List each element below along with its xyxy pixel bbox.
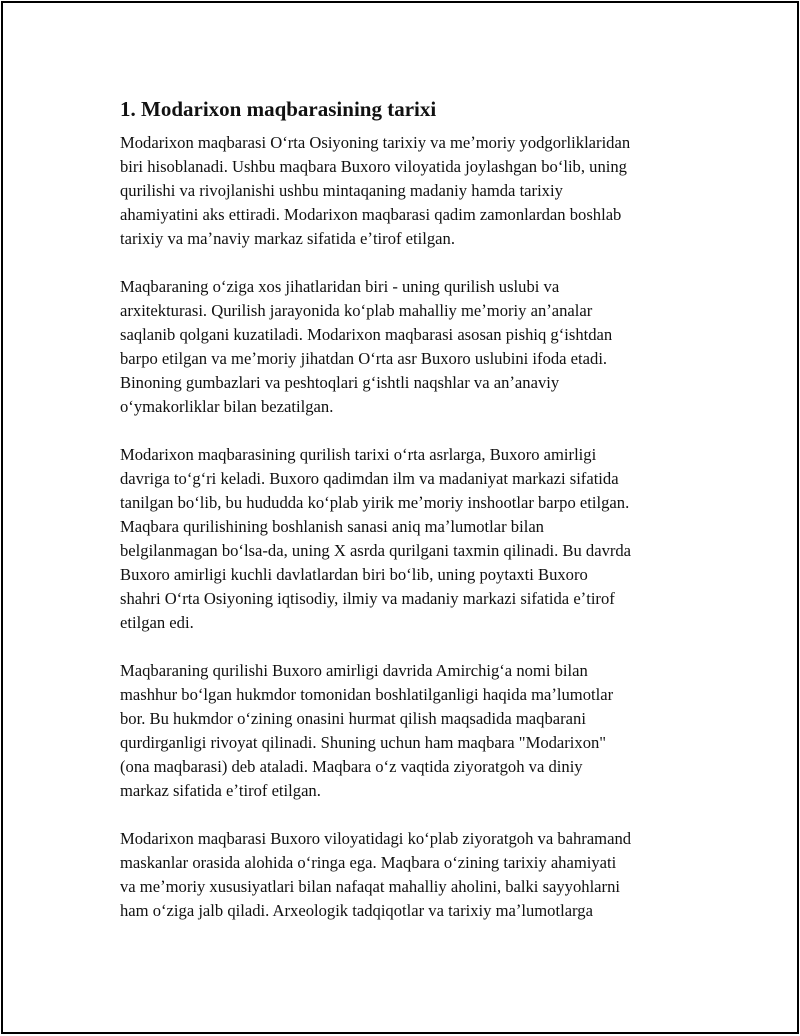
paragraph-3 — [120, 443, 700, 635]
text-line: Modarixon maqbarasining qurilish tarixi oʻrta asrlarga, Buxoro amirligi — [120, 445, 597, 464]
text-line: Modarixon maqbarasi Oʻrta Osiyoning tarixiy va meʼmoriy yodgorliklaridan — [120, 133, 631, 152]
text-line: ham oʻziga jalb qiladi. Arxeologik tadqiqotlar va tarixiy maʼlumotlarga — [120, 901, 593, 920]
text-line: davriga toʻgʻri keladi. Buxoro qadimdan ilm va madaniyat markazi sifatida — [120, 469, 619, 488]
paragraph-5 — [120, 827, 700, 923]
paragraph-2 — [120, 275, 700, 419]
text-line: Maqbaraning qurilishi Buxoro amirligi davrida Amirchigʻa nomi bilan — [120, 661, 588, 680]
text-line: (ona maqbarasi) deb ataladi. Maqbara oʻz vaqtida ziyoratgoh va diniy — [120, 757, 583, 776]
text-line: tanilgan boʻlib, bu hududda koʻplab yirik meʼmoriy inshootlar barpo etilgan. — [120, 493, 630, 512]
paragraph-4 — [120, 659, 700, 803]
text-line: barpo etilgan va meʼmoriy jihatdan Oʻrta asr Buxoro uslubini ifoda etadi. — [120, 349, 608, 368]
text-line: arxitekturasi. Qurilish jarayonida koʻplab mahalliy meʼmoriy anʼanalar — [120, 301, 593, 320]
document-page — [1, 1, 799, 1034]
document-body — [120, 95, 700, 947]
text-line: qurilishi va rivojlanishi ushbu mintaqaning madaniy hamda tarixiy — [120, 181, 563, 200]
text-line: qurdirganligi rivoyat qilinadi. Shuning uchun ham maqbara "Modarixon" — [120, 733, 607, 752]
text-line: markaz sifatida eʼtirof etilgan. — [120, 781, 321, 800]
text-line: biri hisoblanadi. Ushbu maqbara Buxoro viloyatida joylashgan boʻlib, uning — [120, 157, 627, 176]
text-line: oʻymakorliklar bilan bezatilgan. — [120, 397, 334, 416]
text-line: belgilanmagan boʻlsa-da, uning X asrda qurilgani taxmin qilinadi. Bu davrda — [120, 541, 632, 560]
text-line: Modarixon maqbarasi Buxoro viloyatidagi koʻplab ziyoratgoh va bahramand — [120, 829, 632, 848]
text-line: va meʼmoriy xususiyatlari bilan nafaqat mahalliy aholini, balki sayyohlarni — [120, 877, 620, 896]
text-line: Buxoro amirligi kuchli davlatlardan biri boʻlib, uning poytaxti Buxoro — [120, 565, 588, 584]
text-line: mashhur boʻlgan hukmdor tomonidan boshlatilganligi haqida maʼlumotlar — [120, 685, 614, 704]
text-line: maskanlar orasida alohida oʻringa ega. Maqbara oʻzining tarixiy ahamiyati — [120, 853, 617, 872]
text-line: saqlanib qolgani kuzatiladi. Modarixon maqbarasi asosan pishiq gʻishtdan — [120, 325, 613, 344]
paragraph-1 — [120, 131, 700, 251]
text-line: ahamiyatini aks ettiradi. Modarixon maqbarasi qadim zamonlardan boshlab — [120, 205, 622, 224]
text-line: etilgan edi. — [120, 613, 194, 632]
text-line: Binoning gumbazlari va peshtoqlari gʻishtli naqshlar va anʼanaviy — [120, 373, 560, 392]
text-line: Maqbaraning oʻziga xos jihatlaridan biri - uning qurilish uslubi va — [120, 277, 560, 296]
text-line: bor. Bu hukmdor oʻzining onasini hurmat qilish maqsadida maqbarani — [120, 709, 586, 728]
text-line: tarixiy va maʼnaviy markaz sifatida eʼtirof etilgan. — [120, 229, 455, 248]
text-line: shahri Oʻrta Osiyoning iqtisodiy, ilmiy va madaniy markazi sifatida eʼtirof — [120, 589, 615, 608]
section-heading: 1. Modarixon maqbarasining tarixi — [120, 97, 437, 121]
text-line: Maqbara qurilishining boshlanish sanasi aniq maʼlumotlar bilan — [120, 517, 544, 536]
